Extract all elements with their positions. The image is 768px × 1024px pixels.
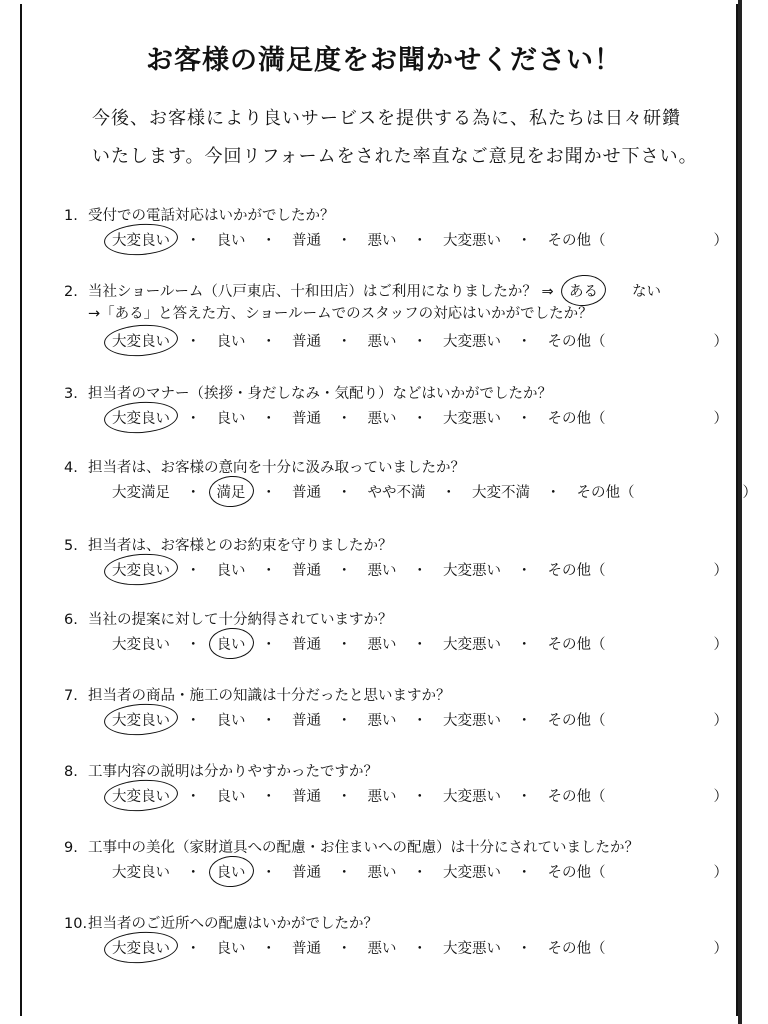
question-number: 9. bbox=[64, 840, 78, 856]
separator: ・ bbox=[546, 485, 561, 501]
question-text bbox=[64, 280, 554, 301]
answer-option[interactable]: 満足 bbox=[217, 481, 246, 502]
separator: ・ bbox=[517, 411, 532, 427]
answer-option[interactable]: 悪い bbox=[367, 941, 397, 957]
question-10 bbox=[64, 912, 728, 972]
answer-option[interactable]: 大変良い bbox=[112, 407, 170, 428]
question-2 bbox=[64, 280, 728, 350]
separator: ・ bbox=[412, 865, 427, 881]
separator: ・ bbox=[337, 485, 352, 501]
answer-option[interactable]: 大変悪い bbox=[443, 865, 501, 881]
answer-option[interactable]: その他（ bbox=[547, 637, 606, 653]
answer-option[interactable]: 大変良い bbox=[112, 637, 170, 653]
separator: ・ bbox=[261, 789, 276, 805]
answer-option[interactable]: その他（ bbox=[547, 563, 606, 579]
answer-option[interactable]: 普通 bbox=[292, 637, 321, 653]
question-5 bbox=[64, 534, 728, 594]
separator: ・ bbox=[337, 713, 352, 729]
answer-option[interactable]: 悪い bbox=[367, 411, 397, 427]
close-paren: ） bbox=[713, 411, 728, 427]
separator: ・ bbox=[517, 563, 532, 579]
separator: ・ bbox=[186, 865, 201, 881]
answer-option[interactable]: 大変悪い bbox=[443, 789, 501, 805]
question-label: 担当者は、お客様の意向を十分に汲み取っていましたか？ bbox=[88, 460, 465, 476]
answer-options bbox=[112, 481, 757, 502]
question-text bbox=[64, 204, 335, 225]
answer-options bbox=[112, 785, 728, 806]
close-paren: ） bbox=[713, 865, 728, 881]
separator: ・ bbox=[412, 713, 427, 729]
separator: ・ bbox=[412, 233, 427, 249]
separator: ・ bbox=[186, 637, 201, 653]
separator: ・ bbox=[412, 563, 427, 579]
answer-option[interactable]: 良い bbox=[216, 411, 246, 427]
answer-option[interactable]: 普通 bbox=[292, 865, 321, 881]
separator: ・ bbox=[261, 233, 276, 249]
answer-option[interactable]: 普通 bbox=[292, 563, 321, 579]
close-paren: ） bbox=[713, 941, 728, 957]
close-paren: ） bbox=[713, 789, 728, 805]
separator: ・ bbox=[517, 637, 532, 653]
answer-option[interactable]: 大変良い bbox=[112, 865, 170, 881]
separator: ・ bbox=[517, 789, 532, 805]
question-number: 1. bbox=[64, 208, 78, 224]
question-number: 4. bbox=[64, 460, 78, 476]
answer-option[interactable]: その他（ bbox=[547, 411, 606, 427]
question-text bbox=[64, 912, 378, 933]
question-label: 担当者のご近所への配慮はいかがでしたか？ bbox=[88, 916, 378, 932]
question-7 bbox=[64, 684, 728, 744]
answer-option[interactable]: 大変悪い bbox=[443, 233, 501, 249]
separator: ・ bbox=[517, 334, 532, 350]
question-6 bbox=[64, 608, 728, 668]
answer-options bbox=[112, 709, 728, 730]
question-number: 3. bbox=[64, 386, 78, 402]
answer-option[interactable]: 大変悪い bbox=[443, 637, 501, 653]
separator: ・ bbox=[261, 411, 276, 427]
question-label: 担当者は、お客様とのお約束を守りましたか？ bbox=[88, 538, 393, 554]
answer-option[interactable]: 大変良い bbox=[112, 330, 170, 351]
separator: ・ bbox=[412, 411, 427, 427]
answer-option[interactable]: 良い bbox=[216, 941, 246, 957]
answer-option[interactable]: 良い bbox=[216, 233, 246, 249]
close-paren: ） bbox=[742, 485, 757, 501]
question-label: 担当者のマナー（挨拶・身だしなみ・気配り）などはいかがでしたか？ bbox=[88, 386, 552, 402]
question-label: 当社の提案に対して十分納得されていますか？ bbox=[88, 612, 393, 628]
question-number: 5. bbox=[64, 538, 78, 554]
answer-option[interactable]: 普通 bbox=[292, 334, 321, 350]
question-number: 10. bbox=[64, 916, 88, 932]
separator: ・ bbox=[337, 411, 352, 427]
answer-option[interactable]: 悪い bbox=[367, 563, 397, 579]
separator: ・ bbox=[337, 334, 352, 350]
question-8 bbox=[64, 760, 728, 820]
separator: ・ bbox=[412, 789, 427, 805]
answer-option[interactable]: 普通 bbox=[292, 233, 321, 249]
separator: ・ bbox=[517, 941, 532, 957]
question-number: 2. bbox=[64, 284, 78, 300]
separator: ・ bbox=[517, 233, 532, 249]
close-paren: ） bbox=[713, 713, 728, 729]
question-number: 6. bbox=[64, 612, 78, 628]
separator: ・ bbox=[186, 411, 201, 427]
answer-option[interactable]: 大変悪い bbox=[443, 713, 501, 729]
question-9 bbox=[64, 836, 728, 896]
question-label: 工事内容の説明は分かりやすかったですか？ bbox=[88, 764, 378, 780]
survey-title: お客様の満足度をお聞かせください！ bbox=[146, 45, 622, 76]
answer-option[interactable]: その他（ bbox=[547, 941, 606, 957]
answer-no[interactable]: ない bbox=[632, 284, 661, 300]
intro-line-1: 今後、お客様により良いサービスを提供する為に、私たちは日々研鑽 bbox=[92, 108, 681, 129]
separator: ・ bbox=[441, 485, 456, 501]
sub-question: →「ある」と答えた方、ショールームでのスタッフの対応はいかがでしたか？ bbox=[88, 306, 593, 322]
question-text bbox=[64, 760, 378, 781]
answer-options bbox=[112, 633, 728, 654]
separator: ・ bbox=[517, 865, 532, 881]
separator: ・ bbox=[337, 941, 352, 957]
answer-options bbox=[112, 861, 728, 882]
separator: ・ bbox=[186, 233, 201, 249]
question-text bbox=[64, 456, 465, 477]
answer-option[interactable]: 大変満足 bbox=[112, 485, 170, 501]
question-label: 担当者の商品・施工の知識は十分だったと思いますか？ bbox=[88, 688, 451, 704]
question-label: 受付での電話対応はいかがでしたか？ bbox=[88, 208, 335, 224]
separator: ・ bbox=[261, 485, 276, 501]
separator: ・ bbox=[337, 789, 352, 805]
question-number: 7. bbox=[64, 688, 78, 704]
question-number: 8. bbox=[64, 764, 78, 780]
answer-option[interactable]: その他（ bbox=[547, 713, 606, 729]
separator: ・ bbox=[186, 713, 201, 729]
separator: ・ bbox=[337, 637, 352, 653]
answer-option[interactable]: 悪い bbox=[367, 865, 397, 881]
answer-options bbox=[112, 229, 728, 250]
separator: ・ bbox=[186, 563, 201, 579]
question-label: 当社ショールーム（八戸東店、十和田店）はご利用になりましたか？ ⇒ bbox=[88, 284, 554, 300]
answer-option[interactable]: 良い bbox=[216, 713, 246, 729]
separator: ・ bbox=[412, 334, 427, 350]
close-paren: ） bbox=[713, 233, 728, 249]
answer-option[interactable]: 大変悪い bbox=[443, 411, 501, 427]
question-text bbox=[64, 684, 451, 705]
answer-option[interactable]: 悪い bbox=[367, 789, 397, 805]
separator: ・ bbox=[517, 713, 532, 729]
answer-options bbox=[112, 330, 728, 351]
answer-option[interactable]: 大変良い bbox=[112, 559, 170, 580]
answer-option[interactable]: 良い bbox=[216, 563, 246, 579]
answer-option[interactable]: やや不満 bbox=[367, 485, 426, 501]
question-1 bbox=[64, 204, 728, 264]
answer-option[interactable]: 大変悪い bbox=[443, 563, 501, 579]
separator: ・ bbox=[261, 563, 276, 579]
answer-option[interactable]: 普通 bbox=[292, 941, 321, 957]
answer-option[interactable]: 普通 bbox=[292, 789, 321, 805]
separator: ・ bbox=[412, 941, 427, 957]
answer-yes[interactable]: ある bbox=[569, 280, 598, 301]
separator: ・ bbox=[337, 563, 352, 579]
answer-option[interactable]: 大変良い bbox=[112, 937, 170, 958]
answer-option[interactable]: 普通 bbox=[292, 411, 321, 427]
close-paren: ） bbox=[713, 334, 728, 350]
answer-option[interactable]: 悪い bbox=[367, 334, 397, 350]
answer-option[interactable]: その他（ bbox=[547, 865, 606, 881]
answer-option[interactable]: 大変不満 bbox=[472, 485, 530, 501]
separator: ・ bbox=[261, 713, 276, 729]
answer-option[interactable]: 大変良い bbox=[112, 785, 170, 806]
answer-option[interactable]: 大変良い bbox=[112, 709, 170, 730]
question-text bbox=[64, 382, 552, 403]
answer-option[interactable]: その他（ bbox=[576, 485, 635, 501]
question-text bbox=[64, 534, 393, 555]
answer-option[interactable]: 良い bbox=[217, 861, 246, 882]
answer-option[interactable]: 良い bbox=[217, 633, 246, 654]
answer-option[interactable]: 大変悪い bbox=[443, 334, 501, 350]
answer-option[interactable]: 悪い bbox=[367, 637, 397, 653]
question-text bbox=[64, 608, 393, 629]
separator: ・ bbox=[337, 865, 352, 881]
answer-options bbox=[112, 559, 728, 580]
separator: ・ bbox=[261, 941, 276, 957]
close-paren: ） bbox=[713, 637, 728, 653]
separator: ・ bbox=[261, 865, 276, 881]
question-text bbox=[64, 836, 639, 857]
separator: ・ bbox=[261, 334, 276, 350]
page-border-right bbox=[738, 0, 742, 1024]
answer-option[interactable]: 悪い bbox=[367, 713, 397, 729]
question-label: 工事中の美化（家財道具への配慮・お住まいへの配慮）は十分にされていましたか？ bbox=[88, 840, 639, 856]
separator: ・ bbox=[261, 637, 276, 653]
question-3 bbox=[64, 382, 728, 442]
answer-option[interactable]: 普通 bbox=[292, 713, 321, 729]
separator: ・ bbox=[186, 789, 201, 805]
separator: ・ bbox=[337, 233, 352, 249]
separator: ・ bbox=[186, 941, 201, 957]
question-4 bbox=[64, 456, 757, 516]
answer-option[interactable]: 大変悪い bbox=[443, 941, 501, 957]
separator: ・ bbox=[412, 637, 427, 653]
separator: ・ bbox=[186, 485, 201, 501]
answer-options bbox=[112, 407, 728, 428]
answer-option[interactable]: 良い bbox=[216, 789, 246, 805]
answer-option[interactable]: 悪い bbox=[367, 233, 397, 249]
answer-option[interactable]: 良い bbox=[216, 334, 246, 350]
intro-line-2: いたします。今回リフォームをされた率直なご意見をお聞かせ下さい。 bbox=[92, 146, 698, 167]
close-paren: ） bbox=[713, 563, 728, 579]
answer-option[interactable]: その他（ bbox=[547, 334, 606, 350]
answer-option[interactable]: 普通 bbox=[292, 485, 321, 501]
answer-option[interactable]: その他（ bbox=[547, 233, 606, 249]
answer-option[interactable]: その他（ bbox=[547, 789, 606, 805]
separator: ・ bbox=[186, 334, 201, 350]
answer-option[interactable]: 大変良い bbox=[112, 229, 170, 250]
answer-options bbox=[112, 937, 728, 958]
